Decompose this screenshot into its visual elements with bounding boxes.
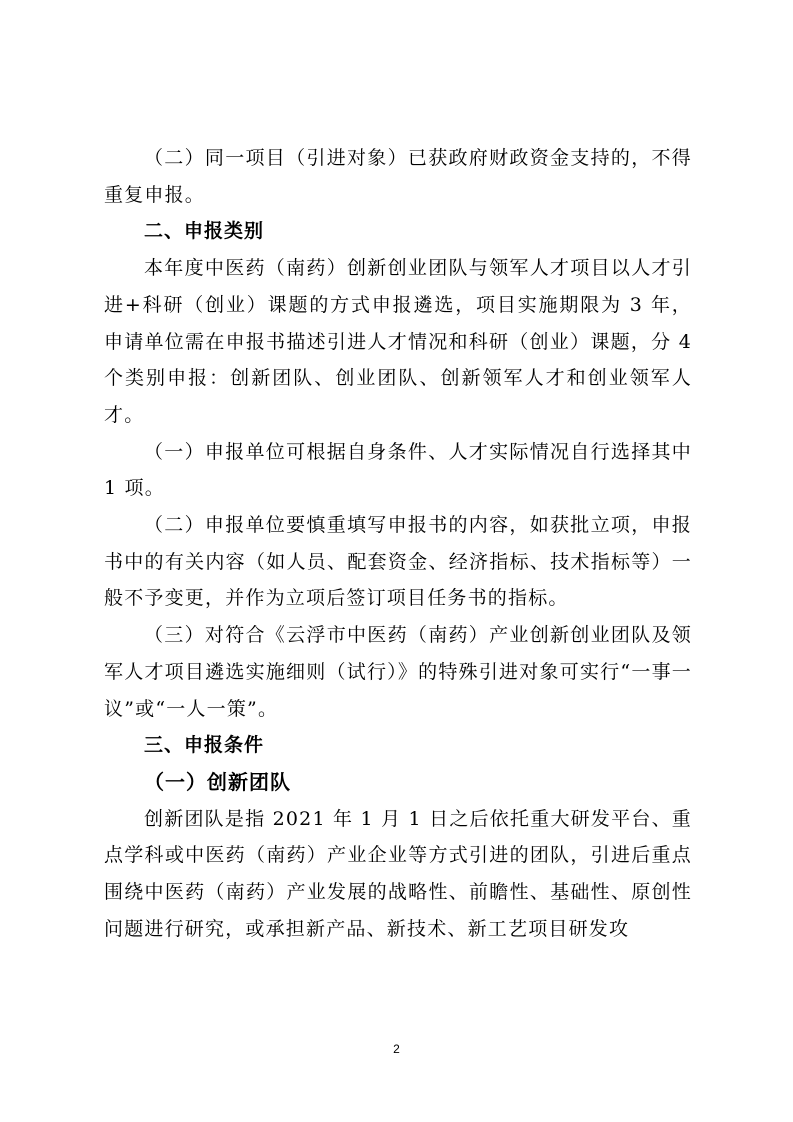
subsection-heading-innovation-team: （一）创新团队 (144, 769, 291, 794)
page-number: 2 (393, 1042, 400, 1056)
paragraph-fill-carefully: （二）申报单位要慎重填写申报书的内容，如获批立项，申报书中的有关内容（如人员、配套资金、经济指标、技术指标等）一般不予变更，并作为立项后签订项目任务书的指标。 (104, 514, 692, 610)
paragraph-duplicate-funding-rule: （二）同一项目（引进对象）已获政府财政资金支持的，不得重复申报。 (104, 147, 692, 206)
section-heading-application-categories: 二、申报类别 (144, 220, 265, 243)
section-heading-application-conditions: 三、申报条件 (144, 734, 265, 757)
paragraph-innovation-team-definition: 创新团队是指 2021 年 1 月 1 日之后依托重大研发平台、重点学科或中医药（南药）产业企业等方式引进的团队，引进后重点围绕中医药（南药）产业发展的战略性、前瞻性、基础性、原创性问题进行研究，或承担新产品、新技术、新工艺项目研发攻 (104, 807, 692, 940)
paragraph-categories-overview: 本年度中医药（南药）创新创业团队与领军人才项目以人才引进+科研（创业）课题的方式申报遴选，项目实施期限为 3 年，申请单位需在申报书描述引进人才情况和科研（创业）课题，分 4 个类别申报：创新团队、创业团队、创新领军人才和创业领军人才。 (104, 257, 692, 426)
document-body (104, 140, 692, 947)
paragraph-choose-one-category: （一）申报单位可根据自身条件、人才实际情况自行选择其中 1 项。 (104, 440, 692, 500)
paragraph-special-cases: （三）对符合《云浮市中医药（南药）产业创新创业团队及领军人才项目遴选实施细则（试行）》的特殊引进对象可实行“一事一议”或“一人一策”。 (104, 624, 692, 720)
